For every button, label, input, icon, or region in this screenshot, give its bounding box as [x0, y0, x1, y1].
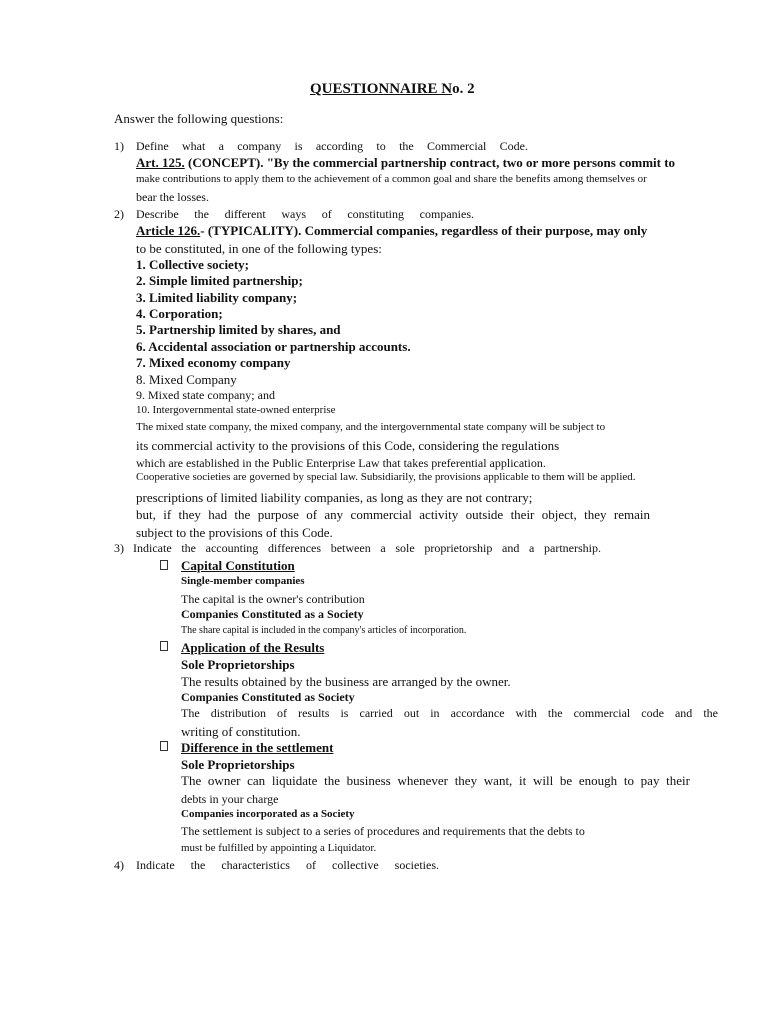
q2-article-ref: Article 126.: [136, 223, 201, 238]
q1-article-text: (CONCEPT). "By the commercial partnership contract, two or more persons commit to: [184, 155, 676, 170]
company-type-item: 7. Mixed economy company: [136, 355, 291, 370]
q1-line3: bear the losses.: [136, 190, 209, 204]
q1-article-ref: Art. 125.: [136, 155, 185, 170]
checkbox-icon: [160, 741, 168, 751]
section-subheading: Companies Constituted as Society: [181, 690, 355, 704]
section-subheading: Sole Proprietorships: [181, 657, 295, 672]
section-subheading: Companies Constituted as a Society: [181, 607, 364, 621]
q3-number: 3): [114, 541, 124, 555]
q2-paragraph-line: prescriptions of limited liability companies, as long as they are not contrary;: [136, 490, 533, 505]
section-text: The settlement is subject to a series of procedures and requirements that the debts to: [181, 824, 585, 838]
section-text: writing of constitution.: [181, 724, 301, 739]
q2-paragraph-line: Cooperative societies are governed by special law. Subsidiarily, the provisions applicable to them will be applied.: [136, 471, 636, 483]
q4-number: 4): [114, 858, 124, 872]
section-text: The owner can liquidate the business whenever they want, it will be enough to pay their: [181, 773, 690, 788]
section-heading: Capital Constitution: [181, 558, 295, 573]
section-subheading: Sole Proprietorships: [181, 757, 295, 772]
q2-article-text: - (TYPICALITY). Commercial companies, regardless of their purpose, may only: [200, 223, 648, 238]
q2-paragraph-line: its commercial activity to the provisions of this Code, considering the regulations: [136, 438, 560, 453]
page-title: [310, 82, 475, 97]
q2-paragraph-line: which are established in the Public Enterprise Law that takes preferential application.: [136, 456, 546, 470]
company-type-item: 2. Simple limited partnership;: [136, 273, 303, 288]
q2-paragraph-line: The mixed state company, the mixed company, and the intergovernmental state company will be subject to: [136, 421, 606, 433]
section-heading: Difference in the settlement: [181, 740, 334, 755]
section-subheading: Companies incorporated as a Society: [181, 808, 355, 820]
section-text: The results obtained by the business are arranged by the owner.: [181, 674, 511, 689]
company-type-item: 9. Mixed state company; and: [136, 388, 275, 402]
q2-number: 2): [114, 207, 124, 221]
company-type-item: 5. Partnership limited by shares, and: [136, 322, 341, 337]
company-type-item: 6. Accidental association or partnership accounts.: [136, 339, 411, 354]
q2-paragraph-line: subject to the provisions of this Code.: [136, 525, 333, 540]
section-text: The capital is the owner's contribution: [181, 592, 365, 606]
q2-article: [136, 224, 647, 237]
section-text: must be fulfilled by appointing a Liquidator.: [181, 842, 377, 854]
q2-paragraph-line: but, if they had the purpose of any commercial activity outside their object, they remain: [136, 507, 650, 522]
company-type-item: 10. Intergovernmental state-owned enterprise: [136, 404, 336, 416]
q2-question: Describe the different ways of constituting companies.: [136, 207, 474, 221]
q3-question: Indicate the accounting differences between a sole proprietorship and a partnership.: [133, 541, 601, 555]
intro-text: Answer the following questions:: [114, 111, 284, 126]
section-text: The distribution of results is carried out in accordance with the commercial code and the: [181, 706, 718, 720]
company-type-item: 8. Mixed Company: [136, 372, 237, 387]
company-type-item: 4. Corporation;: [136, 306, 223, 321]
q1-article: [136, 156, 675, 169]
q1-question: Define what a company is according to the Commercial Code.: [136, 139, 528, 153]
q1-number: 1): [114, 139, 124, 153]
section-text: The share capital is included in the company's articles of incorporation.: [181, 625, 467, 636]
section-heading: Application of the Results: [181, 640, 325, 655]
q1-line2: make contributions to apply them to the achievement of a common goal and share the benefits among themselves or: [136, 173, 647, 185]
checkbox-icon: [160, 560, 168, 570]
section-text: debts in your charge: [181, 792, 279, 806]
q2-line2: to be constituted, in one of the following types:: [136, 241, 382, 256]
title-rest: o. 2: [452, 81, 475, 97]
company-type-item: 1. Collective society;: [136, 257, 249, 272]
q4-question: Indicate the characteristics of collective societies.: [136, 858, 439, 872]
checkbox-icon: [160, 641, 168, 651]
section-subheading: Single-member companies: [181, 575, 305, 587]
title-underlined: QUESTIONNAIRE N: [310, 81, 453, 97]
company-type-item: 3. Limited liability company;: [136, 290, 298, 305]
